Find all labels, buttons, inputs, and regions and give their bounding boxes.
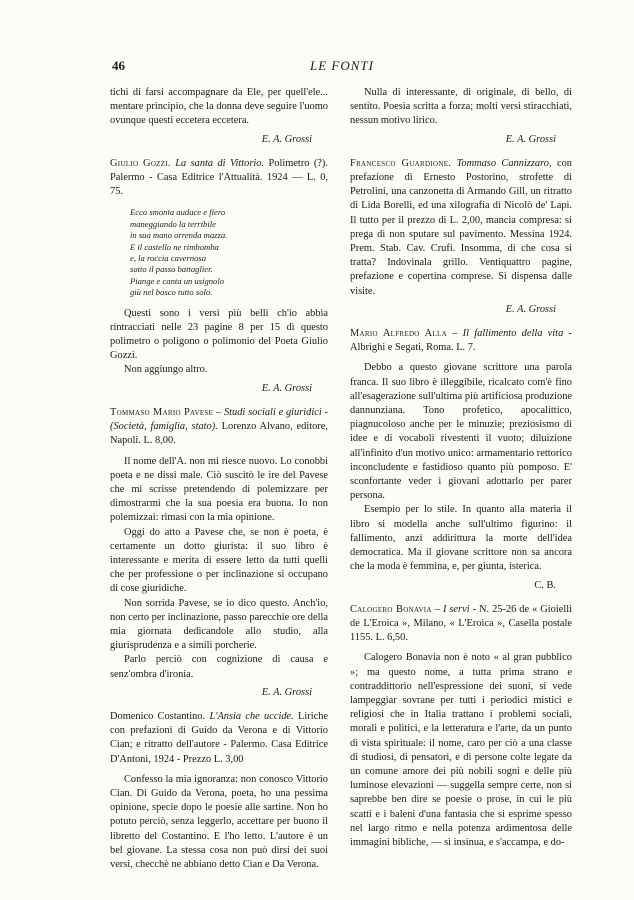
- review-paragraph: Confesso la mia ignoranza: non conosco Vittorio Cian. Di Guido da Verona, poeta, ho una pessima opinione, specie dopo le poesie alle sartine. Non ho potuto perciò, senza leggerlo, accettare per buono il libretto del Costantino. E l'ho letto. L'autore è un bel giovane. La stessa cosa non può dirsi dei suoi versi, checchè ne abbiano detto Cian e Da Verona.: [110, 773, 328, 870]
- running-title: LE FONTI: [310, 58, 374, 73]
- review-author: Tommaso Mario Pavese: [110, 406, 214, 418]
- review-paragraph: Questi sono i versi più belli ch'io abbia rintracciati nelle 23 pagine 8 per 15 di questo polimetro o poligono o polimonio del Poeta Giulio Gozzi.: [110, 307, 328, 362]
- review-paragraph: con prefazione di Ernesto Postorino, strofette di Petrolini, una canzonetta di Armando Gill, un ritratto di Lida Borelli, ed una xilografia di Nicolò de' Lapi. Il tutto per il prezzo di L. 2,00, mancia compresa: si prega di non sputare sul pavimento. Messina 1924. Prem. Stab. Cav. Crufi. Insomma, di che cosa si tratta? Indovinala grillo. Ventiquattro pagine, prefazione e copertina comprese. Si dispensa dalle visite.: [350, 157, 572, 297]
- poem-line: maneggiando la terribile: [130, 218, 216, 229]
- review-paragraph: Parlo perciò con cognizione di causa e senz'ombra d'ironia.: [110, 654, 328, 680]
- review-signature: E. A. Grossi: [261, 686, 312, 698]
- review-signature: E. A. Grossi: [505, 133, 556, 145]
- review-pavese: [110, 406, 328, 700]
- review-author: Domenico Costantino.: [110, 710, 206, 722]
- review-title: L'Ansia che uccide.: [209, 710, 294, 722]
- review-costantino-continued: [350, 86, 572, 147]
- review-paragraph: Non sorrida Pavese, se io dico questo. Anch'io, non certo per inclinazione, passo parecchie ore della mia giornata dedicandole allo studio, alla giurisprudenza e a simili porcherie.: [110, 597, 328, 652]
- review-heading: [110, 157, 328, 200]
- review-signature: E. A. Grossi: [505, 303, 556, 315]
- review-signature: C. B.: [534, 579, 556, 591]
- review-alla: [350, 327, 572, 593]
- review-signature: E. A. Grossi: [261, 382, 312, 394]
- review-title: I servi: [442, 603, 470, 615]
- review-author: Giulio Gozzi.: [110, 157, 171, 169]
- poem-line: giù nel bosco tutto solo.: [130, 287, 213, 298]
- review-guardione: [350, 157, 572, 317]
- review-paragraph: Esempio per lo stile. In quanto alla materia il libro si modella anche sull'ultimo figurino: il fallimento, anzi addirittura la morte dell'idea democratica. Ma il giovane scrittore non sa ancora che la moda è femmina, e, per giunta, isterica.: [350, 504, 572, 573]
- review-paragraph: tichi di farsi accompagnare da Ele, per quell'ele... mentare principio, che la donna deve seguire l'uomo ovunque questi eccetera eccetera.: [110, 87, 328, 127]
- review-meta: - Albrighi e Segati, Roma. L. 7.: [350, 328, 572, 354]
- right-column: [350, 86, 572, 850]
- review-meta: Lorenzo Alvano, editore, Napoli. L. 8,00.: [110, 421, 328, 447]
- review-gozzi: [110, 157, 328, 396]
- review-bonavia: [350, 603, 572, 850]
- left-column: [110, 86, 328, 872]
- review-title: Studi sociali e giuridici - (Società, famiglia, stato).: [110, 406, 328, 433]
- poem-line: sotto il passo battaglier.: [130, 264, 213, 275]
- review-paragraph: Non aggiungo altro.: [124, 364, 208, 376]
- page-header: [0, 58, 634, 78]
- review-meta: - N. 25-26 de « Gioielli de L'Eroica », Milano, « L'Eroica », Casella postale 1155. L. 6,50.: [350, 603, 573, 644]
- review-heading: [350, 157, 572, 299]
- poem-line: in sua mano orrenda mazza.: [130, 230, 228, 241]
- review-heading: Tommaso Mario Pavese – Studi sociali e giuridici - (Società, famiglia, stato). Lorenzo Alvano, editore, Napoli. L. 8,00.: [110, 406, 328, 447]
- poem-line: e, la roccia cavernosa: [130, 253, 207, 264]
- review-paragraph: Nulla di interessante, di originale, di bello, di sentito. Poesia scritta a forza; molti versi stiracchiati, nessun motivo lirico.: [350, 87, 572, 127]
- poem-line: E il castello ne rimbomba: [130, 241, 219, 252]
- review-meta: Polimetro (?). Palermo - Casa Editrice l'Attualità. 1924 — L. 0, 75.: [110, 157, 328, 198]
- review-heading: Mario Alfredo Alla – Il fallimento della vita - Albrighi e Segati, Roma. L. 7.: [350, 328, 572, 354]
- review-author: Calogero Bonavia: [350, 603, 432, 615]
- review-signature: E. A. Grossi: [261, 133, 312, 145]
- review-heading: [110, 710, 328, 767]
- review-author: Mario Alfredo Alla: [350, 328, 447, 340]
- review-author: Francesco Guardione.: [350, 157, 452, 169]
- poem-line: Piange e canta un usignolo: [130, 275, 225, 286]
- review-costantino: [110, 710, 328, 872]
- page-number: 46: [112, 58, 125, 73]
- review-meta: Liriche con prefazioni di Guido da Verona e di Vittorio Cian; e ritratto dell'autore - Palermo. Casa Editrice D'Antoni, 1924 - Prezzo L. 3,00: [110, 710, 329, 765]
- review-continued: [110, 86, 328, 147]
- poem-line: Ecco smonta audace e fiero: [130, 207, 226, 218]
- poem-quote: [130, 207, 328, 298]
- review-paragraph: Calogero Bonavia non è noto « al gran pubblico »; ma questo nome, a tutta prima strano e contraddittorio nell'espressione dei suoni, si vede lampeggiar sovrane per tutti i periodici mistici e religiosi che in Italia trattano i problemi sociali, morali e politici, e la letteratura e l'arte, da un punto di vista spirituale: il nome, caro per ciò a una classe di studiosi, di pensatori, e di persone colte legate da un comune amore dei più nobili sogni e delle più luminose elevazioni — suggella sempre certe, non si saprebbe ben dire se poesie o prose, in cui le più scatti e i baleni d'una fantasia che si esprime spesso nel largo ritmo e nella potenza ardimentosa delle immagini bibliche, — si insinua, e s'accampa, e do-: [350, 652, 572, 848]
- review-heading: Calogero Bonavia – I servi - N. 25-26 de « Gioielli de L'Eroica », Milano, « L'Eroica », Casella postale 1155. L. 6,50.: [350, 603, 573, 644]
- review-paragraph: Debbo a questo giovane scrittore una parola franca. Il suo libro è illeggibile, ricalcato com'è fino all'esagerazione sull'ultima più artificiosa produzione dannunziana. Tono profetico, apocalittico, piagnucoloso anche per le minuzie; preziosismo di idee e di vocaboli rivestenti il vuoto; diluizione all'infinito d'un motivo unico: armamentario rettorico inconcludente e fastidioso quanto più pomposo. E' sconfortante veder i giovani adottarlo per parer persona.: [350, 362, 572, 502]
- review-title: Tommaso Cannizzaro,: [456, 157, 552, 169]
- review-paragraph: Il nome dell'A. non mi riesce nuovo. Lo conobbi poeta e ne dissi male. Ciò suscitò le ire del Pavese che mi scrisse pretendendo di polemizzare per dimostrarmi che la sua poesia era buona. Io non polemizzai: rimasi con la mia opinione.: [110, 455, 328, 524]
- review-title: La santa di Vittorio.: [175, 157, 265, 169]
- review-paragraph: Oggi do atto a Pavese che, se non è poeta, è certamente un dotto giurista: il suo libro è interessante e merita di essere letto da tutti quelli che per professione o per inclinazione si occupano di cose giuridiche.: [110, 526, 328, 595]
- review-title: Il fallimento della vita: [462, 328, 564, 340]
